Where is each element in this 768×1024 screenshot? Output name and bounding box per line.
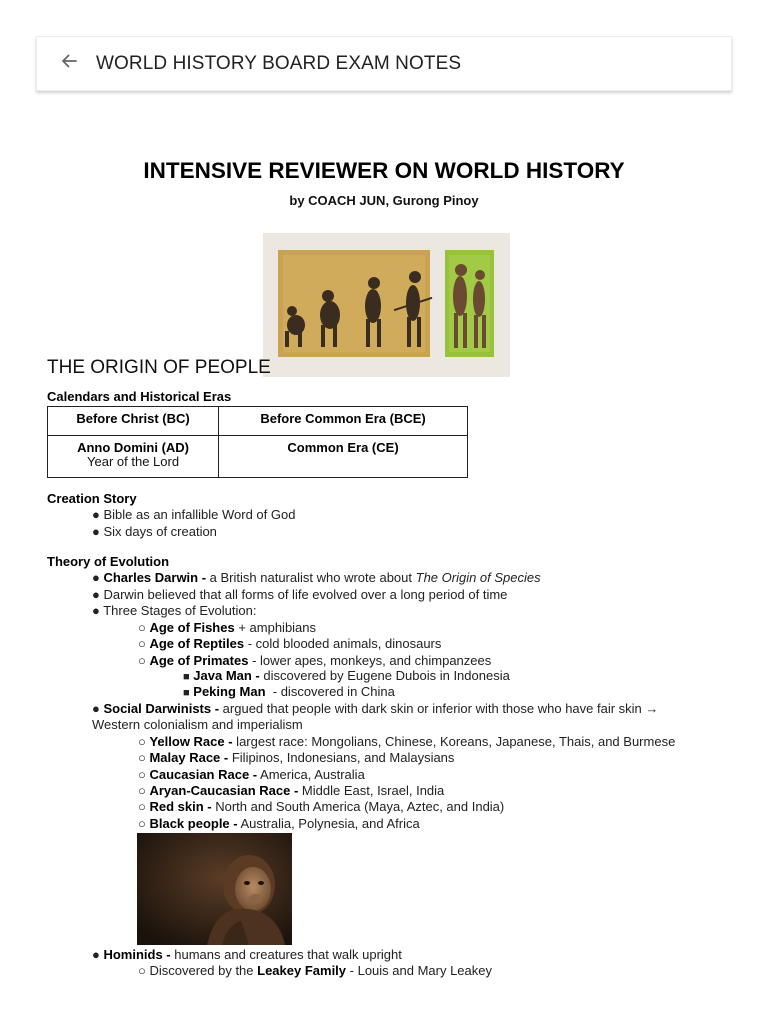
list-item-text: humans and creatures that walk upright xyxy=(170,947,402,962)
list-item-continuation: Western colonialism and imperialism xyxy=(92,717,303,732)
list-item-text: Discovered by the xyxy=(149,963,258,978)
list-item: ○ Aryan-Caucasian Race - Middle East, Israel, India xyxy=(138,783,445,798)
term: Java Man - xyxy=(193,668,260,683)
list-item: ○ Age of Reptiles - cold blooded animals, dinosaurs xyxy=(138,636,442,651)
term: Black people - xyxy=(149,816,238,831)
section-title: THE ORIGIN OF PEOPLE xyxy=(47,357,271,378)
term: Leakey Family xyxy=(257,963,347,978)
list-item-text: Australia, Polynesia, and Africa xyxy=(237,816,420,831)
list-item-text: - Louis and Mary Leakey xyxy=(346,963,492,978)
list-item: ● Social Darwinists - argued that people with dark skin or inferior with those who have fair skin → xyxy=(92,701,659,716)
table-cell-subtext: Year of the Lord xyxy=(87,454,180,469)
term: Hominids - xyxy=(103,947,171,962)
term: Age of Primates xyxy=(149,653,249,668)
term: Aryan-Caucasian Race - xyxy=(149,783,299,798)
list-item: ● Darwin believed that all forms of life evolved over a long period of time xyxy=(92,587,508,602)
list-item-text: Six days of creation xyxy=(103,524,217,539)
term: Age of Reptiles xyxy=(149,636,245,651)
list-item-text: - cold blooded animals, dinosaurs xyxy=(244,636,442,651)
term: Red skin - xyxy=(149,799,212,814)
list-item-text: Three Stages of Evolution: xyxy=(103,603,257,618)
list-item-text: - discovered in China xyxy=(265,684,395,699)
eras-table xyxy=(47,406,468,478)
list-item-text: argued that people with dark skin or inferior with those who have fair skin → xyxy=(219,701,659,716)
table-cell: Before Christ (BC) xyxy=(48,407,219,436)
term: Age of Fishes xyxy=(149,620,235,635)
table-cell: Common Era (CE) xyxy=(219,436,468,478)
term: Yellow Race - xyxy=(149,734,233,749)
list-item: ■ Peking Man - discovered in China xyxy=(183,684,395,699)
term: Social Darwinists - xyxy=(103,701,220,716)
book-title: The Origin of Species xyxy=(415,570,541,585)
list-item: ○ Red skin - North and South America (Maya, Aztec, and India) xyxy=(138,799,505,814)
list-item: ○ Black people - Australia, Polynesia, and Africa xyxy=(138,816,420,831)
list-item-text: America, Australia xyxy=(257,767,365,782)
evolution-heading: Theory of Evolution xyxy=(47,554,170,569)
list-item-text: Bible as an infallible Word of God xyxy=(103,507,296,522)
evolution-illustration xyxy=(263,233,510,377)
list-item-text: Filipinos, Indonesians, and Malaysians xyxy=(228,750,455,765)
list-item-text: discovered by Eugene Dubois in Indonesia xyxy=(259,668,510,683)
list-item-text: a British naturalist who wrote about xyxy=(206,570,416,585)
list-item: ● Six days of creation xyxy=(92,524,217,539)
creation-heading: Creation Story xyxy=(47,491,137,506)
term: Malay Race - xyxy=(149,750,229,765)
app-bar-title: WORLD HISTORY BOARD EXAM NOTES xyxy=(96,52,462,74)
list-item: ● Bible as an infallible Word of God xyxy=(92,507,296,522)
table-cell: Before Common Era (BCE) xyxy=(219,407,468,436)
list-item-text: + amphibians xyxy=(234,620,317,635)
list-item: ● Three Stages of Evolution: xyxy=(92,603,257,618)
calendars-heading: Calendars and Historical Eras xyxy=(47,389,232,404)
list-item: ● Charles Darwin - a British naturalist who wrote about The Origin of Species xyxy=(92,570,541,585)
document-title: INTENSIVE REVIEWER ON WORLD HISTORY xyxy=(143,158,625,183)
list-item-text: - lower apes, monkeys, and chimpanzees xyxy=(248,653,492,668)
term: Charles Darwin - xyxy=(103,570,207,585)
list-item: ○ Caucasian Race - America, Australia xyxy=(138,767,365,782)
list-item-text: largest race: Mongolians, Chinese, Koreans, Japanese, Thais, and Burmese xyxy=(232,734,676,749)
list-item-text: Middle East, Israel, India xyxy=(298,783,445,798)
table-cell xyxy=(48,436,219,478)
term: Caucasian Race - xyxy=(149,767,258,782)
list-item: ○ Age of Primates - lower apes, monkeys, and chimpanzees xyxy=(138,653,492,668)
list-item: ● Hominids - humans and creatures that walk upright xyxy=(92,947,402,962)
list-item: ○ Discovered by the Leakey Family - Louis and Mary Leakey xyxy=(138,963,492,978)
document-byline: by COACH JUN, Gurong Pinoy xyxy=(289,193,479,208)
list-item: ○ Malay Race - Filipinos, Indonesians, and Malaysians xyxy=(138,750,455,765)
list-item: ■ Java Man - discovered by Eugene Dubois in Indonesia xyxy=(183,668,510,683)
list-item-text: North and South America (Maya, Aztec, and India) xyxy=(211,799,505,814)
term: Peking Man xyxy=(193,684,266,699)
list-item-text: Darwin believed that all forms of life evolved over a long period of time xyxy=(103,587,508,602)
list-item: ○ Yellow Race - largest race: Mongolians, Chinese, Koreans, Japanese, Thais, and Burmese xyxy=(138,734,676,749)
list-item: ○ Age of Fishes + amphibians xyxy=(138,620,317,635)
hominid-photo xyxy=(137,833,292,945)
table-cell-label: Anno Domini (AD) xyxy=(77,440,189,455)
